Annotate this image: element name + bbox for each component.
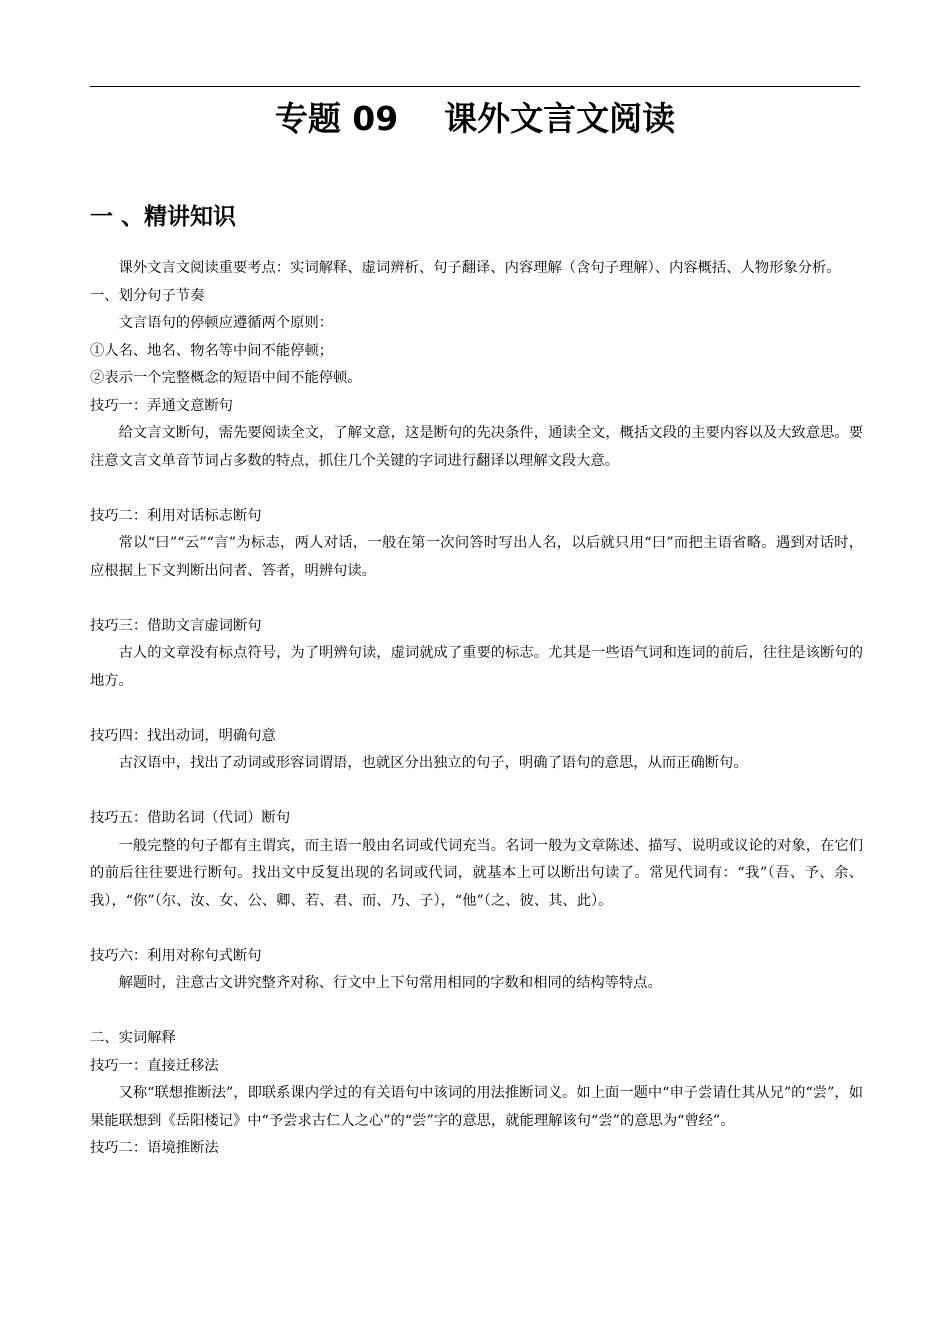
spacer [90,475,863,503]
spacer [90,998,863,1026]
tip6-heading: 技巧六：利用对称句式断句 [90,947,262,964]
tip4-paragraph: 古汉语中，找出了动词或形容词谓语，也就区分出独立的句子，明确了语句的意思，从而正确断句。 [118,755,748,771]
tip3-heading: 技巧三：借助文言虚词断句 [90,617,262,634]
tip2-paragraph: 常以“曰”“云”“言”为标志，两人对话，一般在第一次问答时写出人名，以后就只用“曰”而把主语省略。遇到对话时，应根据上下文判断出问者、答者，明辨句读。 [90,535,863,579]
spacer [90,695,863,723]
spacer [90,915,863,943]
part2-tip1-paragraph: 又称“联想推断法”，即联系课内学过的有关语句中该词的用法推断词义。如上面一题中“申子尝请仕其从兄”的“尝”，如果能联想到《岳阳楼记》中“予尝求古仁人之心”的“尝”字的意思，就能理解该句“尝”的意思为“曾经”。 [90,1085,863,1129]
header-rule [90,86,860,87]
part2-tip1-heading: 技巧一：直接迁移法 [90,1057,219,1074]
section-heading: 一 、精讲知识 [90,204,237,230]
part1-lead: 文言语句的停顿应遵循两个原则： [118,315,334,331]
spacer [90,585,863,613]
part2-heading: 二、实词解释 [90,1030,176,1046]
page-title: 专题 09 课外文言文阅读 [274,99,676,138]
spacer [90,778,863,806]
tip1-heading: 技巧一：弄通文意断句 [90,397,233,414]
part1-heading: 一、划分句子节奏 [90,287,205,304]
part2-tip2-heading: 技巧二：语境推断法 [90,1140,219,1156]
rule-1: ①人名、地名、物名等中间不能停顿； [90,342,334,359]
rule-2: ②表示一个完整概念的短语中间不能停顿。 [90,370,362,386]
tip6-paragraph: 解题时，注意古文讲究整齐对称、行文中上下句常用相同的字数和相同的结构等特点。 [118,975,662,991]
intro-paragraph: 课外文言文阅读重要考点：实词解释、虚词辨析、句子翻译、内容理解（含句子理解）、内容概括、人物形象分析。 [118,260,841,276]
document-body [90,255,863,1163]
tip5-paragraph: 一般完整的句子都有主谓宾，而主语一般由名词或代词充当。名词一般为文章陈述、描写、说明或议论的对象，在它们的前后往往要进行断句。找出文中反复出现的名词或代词，就基本上可以断出句读了。常见代词有：“我”（吾、予、余、我），“你”（尔、汝、女、公、卿、若、君、而、乃、子），“他”（之、彼、其、此）。 [90,837,863,909]
tip5-heading: 技巧五：借助名词（代词）断句 [90,810,291,826]
tip4-heading: 技巧四：找出动词，明确句意 [90,727,276,744]
tip1-paragraph: 给文言文断句，需先要阅读全文，了解文意，这是断句的先决条件，通读全文，概括文段的主要内容以及大致意思。要注意文言文单音节词占多数的特点，抓住几个关键的字词进行翻译以理解文段大意。 [90,425,863,469]
tip2-heading: 技巧二：利用对话标志断句 [90,507,262,524]
tip3-paragraph: 古人的文章没有标点符号，为了明辨句读，虚词就成了重要的标志。尤其是一些语气词和连词的前后，往往是该断句的地方。 [90,645,863,689]
